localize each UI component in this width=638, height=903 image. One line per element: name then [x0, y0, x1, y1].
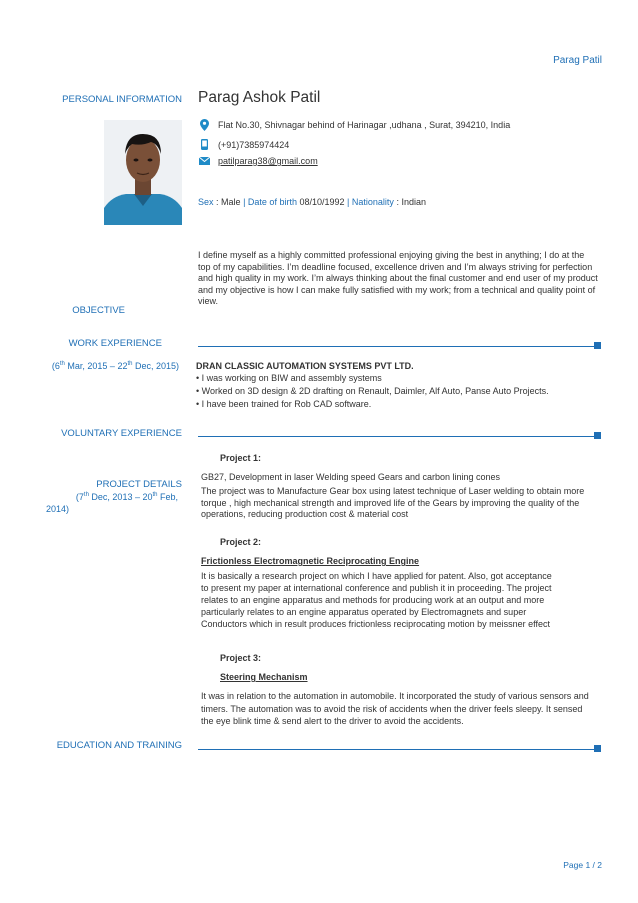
profile-photo [104, 120, 182, 225]
project-description: It is basically a research project on which I have applied for patent. Also, got acceptance to present my paper at international conference and publish it in proceeding. The project relates to an engine apparatus and methods for producing work at an output and more particularly relates to an engine apparatus operated by Electromagnets and super Conductors which in result produces frictionless reciprocating motion by meissner effect [201, 571, 552, 629]
separator: | [347, 197, 350, 207]
section-label-work: WORK EXPERIENCE [68, 338, 162, 349]
location-pin-icon [198, 119, 210, 131]
email-link[interactable]: patilparag38@gmail.com [218, 156, 318, 166]
section-label-education: EDUCATION AND TRAINING [56, 740, 182, 751]
phone-icon [198, 139, 210, 150]
section-label-voluntary: VOLUNTARY EXPERIENCE [61, 428, 182, 439]
objective-text: I define myself as a highly committed professional enjoying giving the best in anything; I do at the top of my capabilities. I’m deadline focused, excellence driven and I’m always striving for perfection and high quality in my work. I’m always thinking about the final customer and end user of my product and my objective is how I can make fully satisfied with my work; from a technical and quality point of view. [198, 250, 598, 306]
nationality-label: Nationality [351, 197, 394, 207]
full-name: Parag Ashok Patil [198, 89, 321, 106]
personal-details-line [198, 197, 426, 207]
section-rule [198, 346, 594, 347]
section-rule [198, 749, 594, 750]
work-date: (6th Mar, 2015 – 22th Dec, 2015) [51, 361, 179, 371]
work-bullet: • Worked on 3D design & 2D drafting on Renault, Daimler, Alf Auto, Panse Auto Projects. [196, 386, 549, 396]
project-label: Project 3: [220, 653, 262, 663]
section-rule-marker [594, 745, 601, 752]
project-description: It was in relation to the automation in automobile. It incorporated the study of various sensors and timers. The automation was to avoid the risk of accidents when the driver feels sleepy. It sensed the eye blink time & send alert to the driver to avoid the accidents. [201, 691, 589, 726]
header-name: Parag Patil [553, 55, 602, 66]
project-title: Frictionless Electromagnetic Reciprocating Engine [201, 556, 420, 566]
project-date-year: 2014) [46, 504, 70, 514]
email-row [198, 156, 318, 166]
separator: | [243, 197, 246, 207]
project-description: The project was to Manufacture Gear box using latest technique of Laser welding to obtain more torque , high mechanical strength and improved life of the Gears by improving the quality of the operations, reducing production cost & material cost [201, 486, 585, 519]
address-row [198, 119, 510, 131]
section-rule [198, 436, 594, 437]
work-company: DRAN CLASSIC AUTOMATION SYSTEMS PVT LTD. [196, 361, 414, 371]
section-label-objective: OBJECTIVE [72, 305, 125, 316]
section-rule-marker [594, 342, 601, 349]
dob-value: 08/10/1992 [299, 197, 345, 207]
nationality-value: : Indian [396, 197, 426, 207]
section-label-personal: PERSONAL INFORMATION [62, 94, 182, 105]
work-bullet: • I have been trained for Rob CAD software. [196, 399, 372, 409]
sex-label: Sex [198, 197, 214, 207]
project-title: GB27, Development in laser Welding speed Gears and carbon lining cones [201, 472, 501, 482]
page-number: Page 1 / 2 [563, 860, 602, 870]
section-rule-marker [594, 432, 601, 439]
project-label: Project 1: [220, 453, 262, 463]
work-bullet: • I was working on BIW and assembly systems [196, 373, 382, 383]
section-label-project-details: PROJECT DETAILS [96, 479, 182, 490]
email-icon [198, 157, 210, 165]
phone-text: (+91)7385974424 [218, 139, 290, 150]
phone-row [198, 139, 289, 150]
dob-label: Date of birth [247, 197, 297, 207]
project-label: Project 2: [220, 537, 262, 547]
project-title: Steering Mechanism [220, 672, 308, 682]
project-date: (7th Dec, 2013 – 20th Feb, [75, 492, 178, 502]
address-text: Flat No.30, Shivnagar behind of Harinagar ,udhana , Surat, 394210, India [218, 120, 511, 130]
sex-value: : Male [216, 197, 241, 207]
